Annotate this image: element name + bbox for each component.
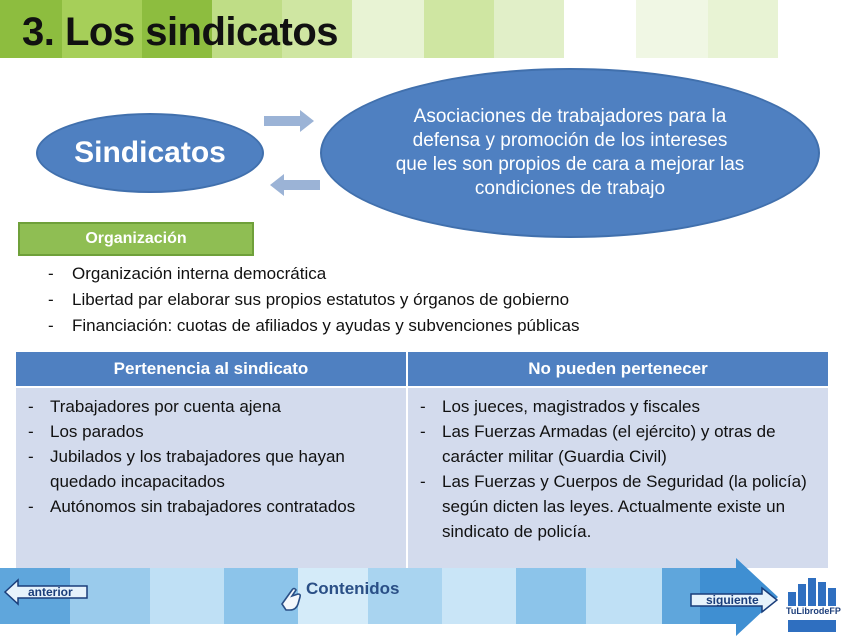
concept-definition-ellipse	[320, 68, 820, 238]
list-item: - Organización interna democrática	[48, 264, 327, 283]
title-bar	[0, 0, 848, 58]
list-item-text: Jubilados y los trabajadores que hayan quedado incapacitados	[50, 447, 345, 491]
pointing-hand-icon[interactable]	[278, 582, 304, 612]
prev-button-label: anterior	[28, 585, 73, 599]
arrow-left-icon	[270, 174, 322, 196]
prev-button[interactable]	[4, 578, 88, 606]
table-header-can-belong: Pertenencia al sindicato	[15, 351, 407, 387]
list-item-text: Las Fuerzas y Cuerpos de Seguridad (la policía) según dicten las leyes. Actualmente existe un sindicato de policía.	[442, 472, 807, 541]
list-item: - Jubilados y los trabajadores que hayan quedado incapacitados	[24, 444, 398, 494]
cannot-belong-list	[416, 394, 820, 544]
page-title: 3. Los sindicatos	[22, 10, 339, 54]
title-block	[636, 0, 708, 58]
list-item: - Las Fuerzas y Cuerpos de Seguridad (la policía) según dicten las leyes. Actualmente existe un sindicato de policía.	[416, 469, 820, 544]
books-logo-icon	[786, 574, 844, 634]
organization-label-box	[18, 222, 254, 256]
list-item-text: Autónomos sin trabajadores contratados	[50, 497, 356, 516]
list-item-text: Organización interna democrática	[72, 264, 327, 283]
organization-list	[48, 261, 579, 339]
contents-link[interactable]: Contenidos	[306, 579, 400, 598]
title-block	[708, 0, 778, 58]
list-item: - Trabajadores por cuenta ajena	[24, 394, 398, 419]
organization-label: Organización	[85, 230, 187, 247]
list-item-text: Financiación: cuotas de afiliados y ayudas y subvenciones públicas	[72, 316, 580, 335]
list-item: - Financiación: cuotas de afiliados y ayudas y subvenciones públicas	[48, 316, 580, 335]
next-button[interactable]	[690, 586, 778, 614]
nav-block	[150, 568, 224, 624]
can-belong-cell	[15, 387, 407, 569]
list-item: - Libertad par elaborar sus propios estatutos y órganos de gobierno	[48, 290, 570, 309]
title-block	[424, 0, 494, 58]
list-item-text: Los parados	[50, 422, 144, 441]
list-item: - Las Fuerzas Armadas (el ejército) y otras de carácter militar (Guardia Civil)	[416, 419, 820, 469]
membership-table	[14, 350, 830, 570]
concept-definition: Asociaciones de trabajadores para la defensa y promoción de los intereses que les son propios de cara a mejorar las condiciones de trabajo	[395, 106, 745, 199]
arrow-right-icon	[264, 110, 316, 132]
can-belong-list	[24, 394, 398, 519]
table-row	[15, 387, 829, 569]
title-block	[494, 0, 564, 58]
nav-block	[442, 568, 516, 624]
logo-text: TuLibrodeFP	[786, 606, 841, 616]
list-item-text: Trabajadores por cuenta ajena	[50, 397, 281, 416]
cannot-belong-cell	[407, 387, 829, 569]
list-item: - Los jueces, magistrados y fiscales	[416, 394, 820, 419]
list-item: - Los parados	[24, 419, 398, 444]
table-header-row	[15, 351, 829, 387]
nav-block	[516, 568, 586, 624]
list-item-text: Libertad par elaborar sus propios estatutos y órganos de gobierno	[72, 290, 570, 309]
next-button-label: siguiente	[706, 593, 759, 607]
nav-block	[586, 568, 662, 624]
concept-term-ellipse	[36, 113, 264, 193]
list-item-text: Los jueces, magistrados y fiscales	[442, 397, 700, 416]
table-header-cannot-belong: No pueden pertenecer	[407, 351, 829, 387]
list-item-text: Las Fuerzas Armadas (el ejército) y otras de carácter militar (Guardia Civil)	[442, 422, 776, 466]
title-block	[352, 0, 424, 58]
concept-term: Sindicatos	[74, 136, 226, 169]
list-item: - Autónomos sin trabajadores contratados	[24, 494, 398, 519]
